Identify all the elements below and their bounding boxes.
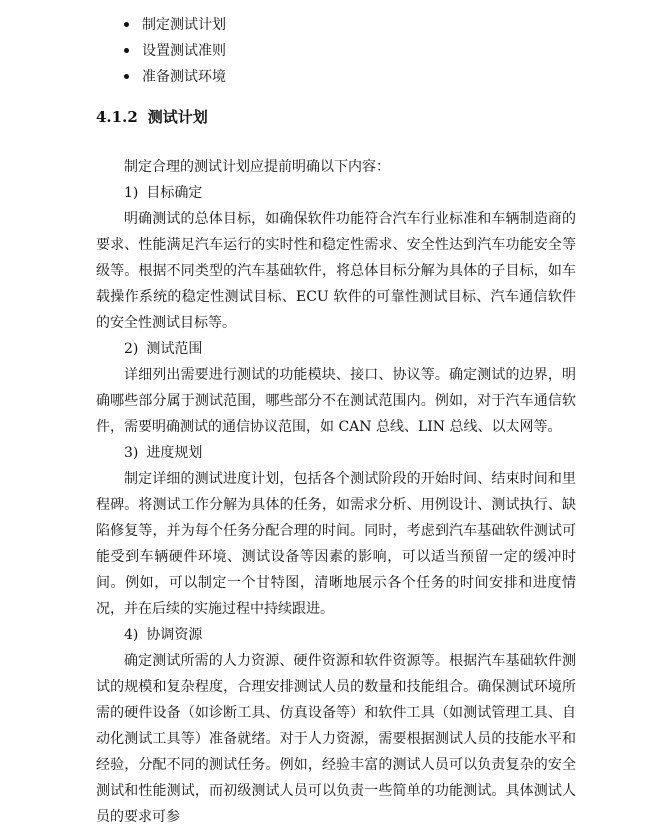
item-title: 协调资源 (146, 627, 203, 643)
section-title: 测试计划 (147, 108, 208, 126)
section-number: 4.1.2 (96, 108, 138, 126)
item-number: 4) (124, 627, 139, 643)
section-heading (96, 106, 208, 127)
item-paragraph: 明确测试的总体目标，如确保软件功能符合汽车行业标准和车辆制造商的要求、性能满足汽车运行的实时性和稳定性需求、安全性达到汽车功能安全等级等。根据不同类型的汽车基础软件，将总体目标分解为具体的子目标，如车载操作系统的稳定性测试目标、ECU 软件的可靠性测试目标、汽车通信软件的安全性测试目标等。 (96, 211, 576, 331)
bullet-list (120, 12, 226, 90)
bullet-dot-icon (124, 48, 129, 53)
item-heading (96, 622, 576, 648)
item-title: 进度规划 (146, 445, 203, 461)
bullet-item (120, 38, 226, 64)
item-title: 目标确定 (146, 185, 203, 201)
body-text (96, 154, 576, 830)
item-heading (96, 336, 576, 362)
bullet-item (120, 12, 226, 38)
item-number: 1) (124, 185, 139, 201)
bullet-dot-icon (124, 74, 129, 79)
item-number: 2) (124, 341, 139, 357)
intro-paragraph: 制定合理的测试计划应提前明确以下内容： (124, 159, 390, 175)
bullet-text: 设置测试准则 (142, 43, 226, 59)
bullet-dot-icon (124, 22, 129, 27)
item-paragraph: 详细列出需要进行测试的功能模块、接口、协议等。确定测试的边界，明确哪些部分属于测试范围，哪些部分不在测试范围内。例如，对于汽车通信软件，需要明确测试的通信协议范围，如 CAN 总线、LIN 总线、以太网等。 (96, 367, 576, 435)
item-heading (96, 440, 576, 466)
item-paragraph: 确定测试所需的人力资源、硬件资源和软件资源等。根据汽车基础软件测试的规模和复杂程度，合理安排测试人员的数量和技能组合。确保测试环境所需的硬件设备（如诊断工具、仿真设备等）和软件工具（如测试管理工具、自动化测试工具等）准备就绪。对于人力资源，需要根据测试人员的技能水平和经验，分配不同的测试任务。例如，经验丰富的测试人员可以负责复杂的安全测试和性能测试，而初级测试人员可以负责一些简单的功能测试。具体测试人员的要求可参 (96, 653, 576, 825)
item-title: 测试范围 (146, 341, 203, 357)
bullet-text: 准备测试环境 (142, 69, 226, 85)
item-heading (96, 180, 576, 206)
bullet-item (120, 64, 226, 90)
item-paragraph: 制定详细的测试进度计划，包括各个测试阶段的开始时间、结束时间和里程碑。将测试工作分解为具体的任务，如需求分析、用例设计、测试执行、缺陷修复等，并为每个任务分配合理的时间。同时，考虑到汽车基础软件测试可能受到车辆硬件环境、测试设备等因素的影响，可以适当预留一定的缓冲时间。例如，可以制定一个甘特图，清晰地展示各个任务的时间安排和进度情况，并在后续的实施过程中持续跟进。 (96, 471, 576, 617)
item-number: 3) (124, 445, 139, 461)
bullet-text: 制定测试计划 (142, 17, 226, 33)
